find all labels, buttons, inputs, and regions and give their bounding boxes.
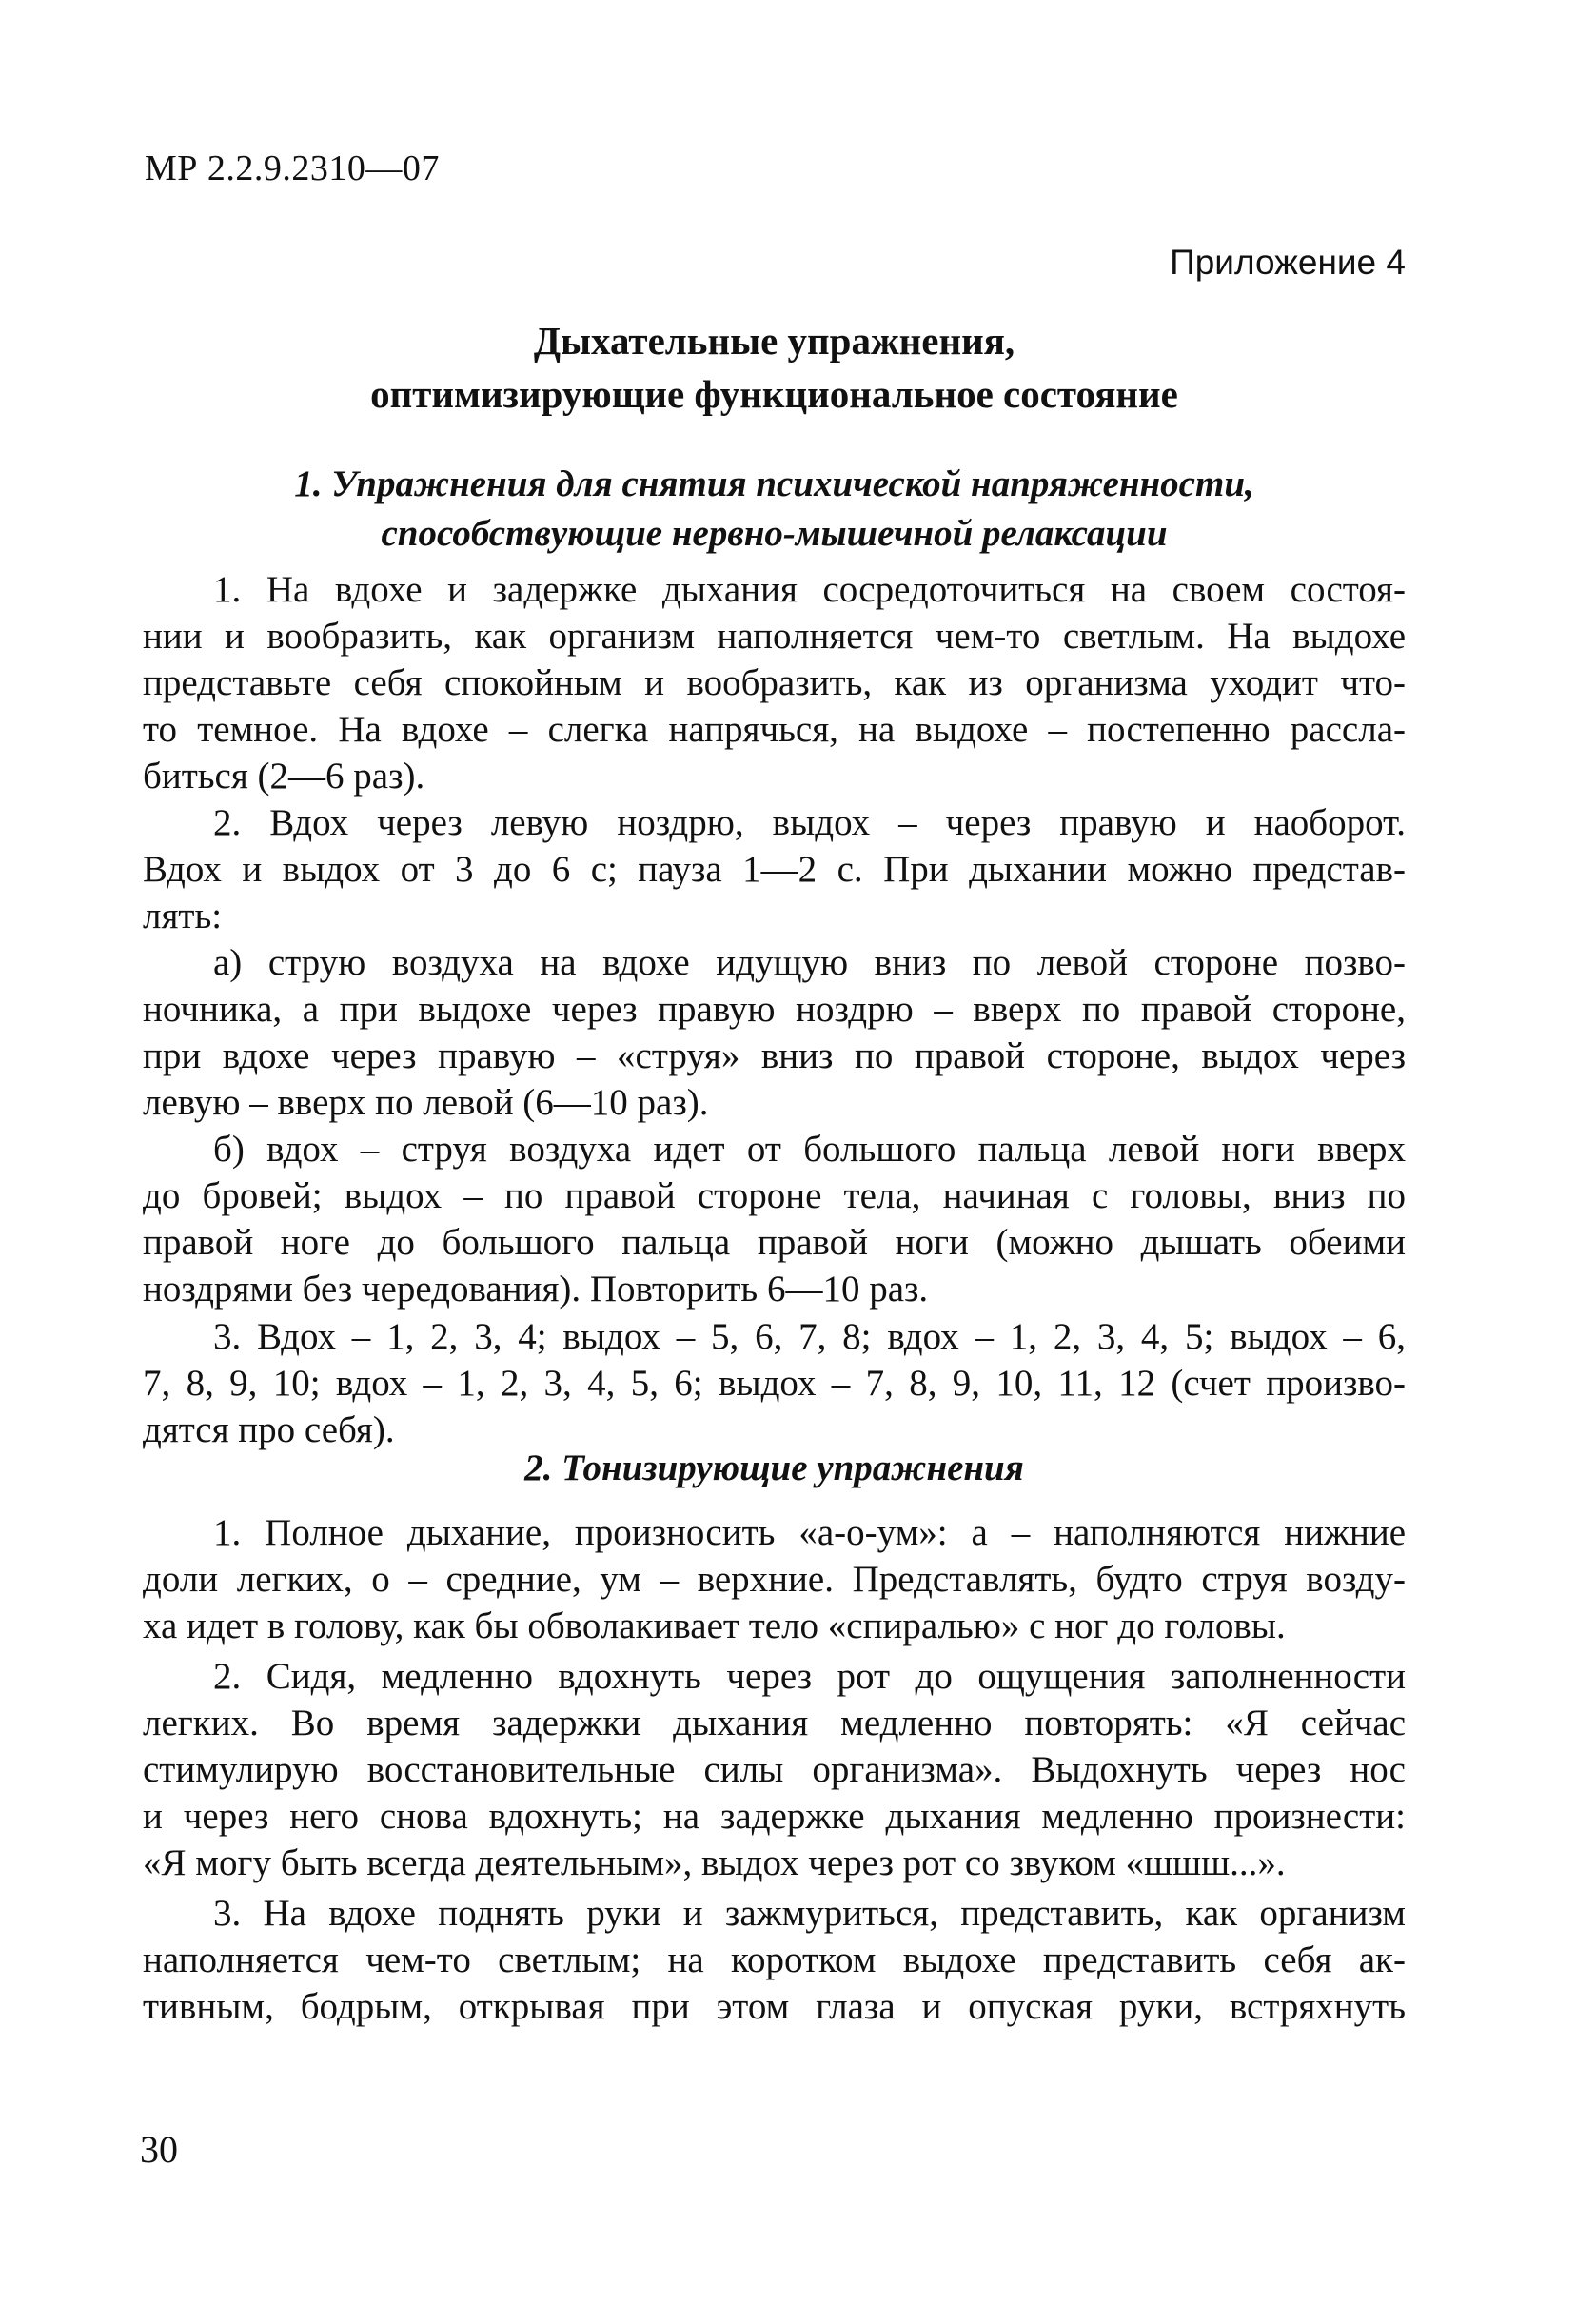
title-line: оптимизирующие функциональное состояние <box>370 372 1178 416</box>
text-line: биться (2—6 раз). <box>143 756 425 797</box>
text-line: стимулирую восстановительные силы организма». Выдохнуть через нос <box>143 1749 1406 1790</box>
title-line: Дыхательные упражнения, <box>533 319 1015 363</box>
text-line: легких. Во время задержки дыхания медленно повторять: «Я сейчас <box>143 1703 1406 1743</box>
text-line: наполняется чем-то светлым; на коротком выдохе представить себя ак- <box>143 1940 1406 1980</box>
text-line: Вдох и выдох от 3 до 6 с; пауза 1—2 с. При дыхании можно представ- <box>143 849 1406 890</box>
paragraph-1-3 <box>143 1313 1406 1453</box>
paragraph-2-2 <box>143 1653 1406 1886</box>
text-line: то темное. На вдохе – слегка напрячься, на выдохе – постепенно рассла- <box>143 709 1406 750</box>
text-line: нии и вообразить, как организм наполняется чем-то светлым. На выдохе <box>143 616 1406 657</box>
paragraph-2-3 <box>143 1890 1406 2030</box>
paragraph-1-2b <box>143 1126 1406 1312</box>
heading-line: 1. Упражнения для снятия психической напряженности, <box>294 463 1254 504</box>
section-1-heading <box>143 460 1406 559</box>
paragraph-1-1 <box>143 566 1406 799</box>
text-line: 1. На вдохе и задержке дыхания сосредоточиться на своем состоя- <box>213 569 1406 610</box>
text-line: доли легких, о – средние, ум – верхние. Представлять, будто струя возду- <box>143 1559 1406 1600</box>
text-line: ночника, а при выдохе через правую ноздрю – вверх по правой стороне, <box>143 989 1406 1030</box>
text-line: при вдохе через правую – «струя» вниз по правой стороне, выдох через <box>143 1035 1406 1076</box>
page-number: 30 <box>140 2128 178 2171</box>
text-line: и через него снова вдохнуть; на задержке дыхания медленно произнести: <box>143 1796 1406 1837</box>
heading-line: 2. Тонизирующие упражнения <box>524 1447 1024 1488</box>
text-line: до бровей; выдох – по правой стороне тела, начиная с головы, вниз по <box>143 1175 1406 1216</box>
text-line: б) вдох – струя воздуха идет от большого пальца левой ноги вверх <box>213 1129 1406 1170</box>
paragraph-2-1 <box>143 1509 1406 1649</box>
text-line: правой ноге до большого пальца правой ноги (можно дышать обеими <box>143 1222 1406 1263</box>
text-line: лять: <box>143 896 223 936</box>
paragraph-1-2a <box>143 939 1406 1126</box>
text-line: а) струю воздуха на вдохе идущую вниз по левой стороне позво- <box>213 942 1406 983</box>
text-line: 2. Сидя, медленно вдохнуть через рот до ощущения заполненности <box>213 1656 1406 1697</box>
text-line: представьте себя спокойным и вообразить, как из организма уходит что- <box>143 662 1406 703</box>
heading-line: способствующие нервно-мышечной релаксации <box>381 513 1168 554</box>
text-line: 3. Вдох – 1, 2, 3, 4; выдох – 5, 6, 7, 8; вдох – 1, 2, 3, 4, 5; выдох – 6, <box>213 1316 1406 1357</box>
section-2-heading <box>143 1444 1406 1493</box>
page-title <box>143 314 1406 421</box>
text-line: 2. Вдох через левую ноздрю, выдох – через правую и наоборот. <box>213 802 1406 843</box>
text-line: 3. На вдохе поднять руки и зажмуриться, представить, как организм <box>213 1893 1406 1934</box>
text-line: ха идет в голову, как бы обволакивает тело «спиралью» с ног до головы. <box>143 1605 1286 1646</box>
paragraph-1-2 <box>143 799 1406 939</box>
appendix-label: Приложение 4 <box>1170 243 1406 282</box>
text-line: ноздрями без чередования). Повторить 6—10 раз. <box>143 1269 929 1310</box>
text-line: тивным, бодрым, открывая при этом глаза и опуская руки, встряхнуть <box>143 1986 1406 2027</box>
text-line: дятся про себя). <box>143 1409 395 1450</box>
text-line: 1. Полное дыхание, произносить «а-о-ум»: а – наполняются нижние <box>213 1512 1406 1553</box>
text-line: левую – вверх по левой (6—10 раз). <box>143 1082 709 1123</box>
text-line: «Я могу быть всегда деятельным», выдох через рот со звуком «шшш...». <box>143 1842 1286 1883</box>
text-line: 7, 8, 9, 10; вдох – 1, 2, 3, 4, 5, 6; выдох – 7, 8, 9, 10, 11, 12 (счет произво- <box>143 1363 1406 1404</box>
document-code: МР 2.2.9.2310—07 <box>145 148 440 188</box>
